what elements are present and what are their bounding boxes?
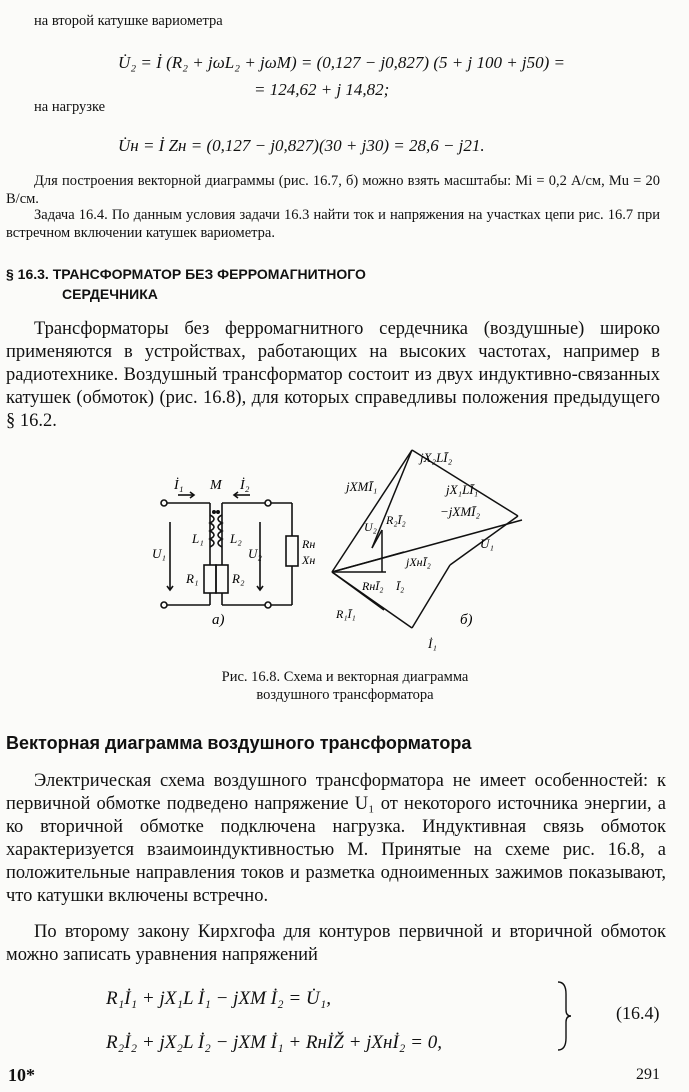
figure-caption-cont: воздушного трансформатора — [256, 687, 434, 703]
section-title: § 16.3. ТРАНСФОРМАТОР БЕЗ ФЕРРОМАГНИТНОГО — [6, 266, 366, 282]
label-u2: U₂ — [248, 546, 262, 561]
label-i2: İ₂ — [240, 478, 250, 493]
equation-secondary: R₂İ₂ + jX₂L İ₂ − jXM İ₁ + RнİŽ + jXнİ₂ = 0, — [106, 1032, 442, 1053]
subsection-title: Векторная диаграмма воздушного трансформатора — [6, 733, 472, 753]
vec-jx1l-i1: jX₁LĪ₁ — [446, 482, 479, 497]
equation-un: U̇н = İ Zн = (0,127 − j0,827)(30 + j30) = 28,6 − j21. — [118, 136, 485, 155]
equation-u2: U̇₂ = İ (R₂ + jωL₂ + jωM) = (0,127 − j0,827) (5 + j 100 + j50) = — [118, 53, 566, 72]
vec-r1i1: R₁Ī₁ — [336, 607, 356, 621]
vec-i1: İ₁ — [428, 636, 437, 651]
label-i1: İ₁ — [174, 478, 184, 493]
vec-jxm-i1: jXMĪ₁ — [346, 479, 378, 494]
paragraph-kirchhoff: По второму закону Кирхгофа для контуров первичной и вторичной обмоток можно записать уравнения напряжений — [6, 922, 666, 965]
vec-i2: Ī₂ — [396, 579, 405, 593]
equation-primary: R₁İ₁ + jX₁L İ₁ − jXM İ₂ = U̇₁, — [106, 988, 331, 1009]
equation-brace — [556, 980, 572, 1052]
equation-u2-cont: = 124,62 + j 14,82; — [254, 80, 390, 99]
label-l2: L₂ — [230, 531, 242, 546]
label-u1: U₁ — [152, 546, 166, 561]
label-r1: R₁ — [186, 571, 199, 586]
vec-rhi2: RнĪ₂ — [362, 579, 384, 593]
signature-mark: 10* — [8, 1065, 35, 1085]
vec-neg-jxm-i2: −jXMĪ₂ — [440, 504, 481, 519]
figure-16-8 — [150, 440, 550, 670]
page-number: 291 — [636, 1066, 660, 1083]
text-line: на нагрузке — [34, 99, 106, 115]
label-rh: Rн — [302, 537, 316, 551]
vec-jx2l-i2: jX₂LĪ₂ — [420, 450, 453, 465]
section-title-cont: СЕРДЕЧНИКА — [62, 286, 158, 302]
paragraph-scales: Для построения векторной диаграммы (рис. 16.7, б) можно взять масштабы: Mi = 0,2 А/см, Mu = 20 В/см. — [6, 173, 660, 207]
vec-u2: U₂ — [364, 520, 377, 534]
vec-jxh-i2: jXнĪ₂ — [406, 555, 431, 569]
label-a: а) — [212, 612, 225, 628]
paragraph-scheme: Электрическая схема воздушного трансформатора не имеет особенностей: к первичной обмотке подведено напряжение U₁ от некоторого источника энергии, а ко вторичной обмотке подключена нагрузка. Индуктивная связь обмоток характеризуется взаимоиндуктивностью M. Принятые на схеме рис. 16.8, а положительные направления токов и разметка одноименных зажимов показывают, что катушки включены встречно. — [6, 771, 666, 906]
paragraph-task: Задача 16.4. По данным условия задачи 16.3 найти ток и напряжения на участках цепи рис. 16.7 при встречном включении катушек вариометра. — [6, 207, 660, 241]
text-line: на второй катушке вариометра — [34, 13, 223, 29]
label-b: б) — [460, 612, 473, 628]
label-l1: L₁ — [192, 531, 204, 546]
vec-u1: U₁ — [480, 536, 494, 551]
figure-caption: Рис. 16.8. Схема и векторная диаграмма — [221, 669, 469, 685]
label-m: M — [210, 478, 222, 493]
label-xh: Xн — [302, 553, 316, 567]
paragraph-intro: Трансформаторы без ферромагнитного сердечника (воздушные) широко применяются в устройствах, работающих на высоких частотах, например в радиотехнике. Воздушный трансформатор состоит из двух индуктивно-связанных катушек (обмоток) (рис. 16.8), для которых справедливы положения предыдущего § 16.2. — [6, 319, 660, 431]
equation-number: (16.4) — [616, 1003, 660, 1023]
label-r2: R₂ — [232, 571, 245, 586]
vec-r2i2: R₂Ī₂ — [386, 513, 406, 527]
circuit-diagram — [161, 492, 298, 608]
